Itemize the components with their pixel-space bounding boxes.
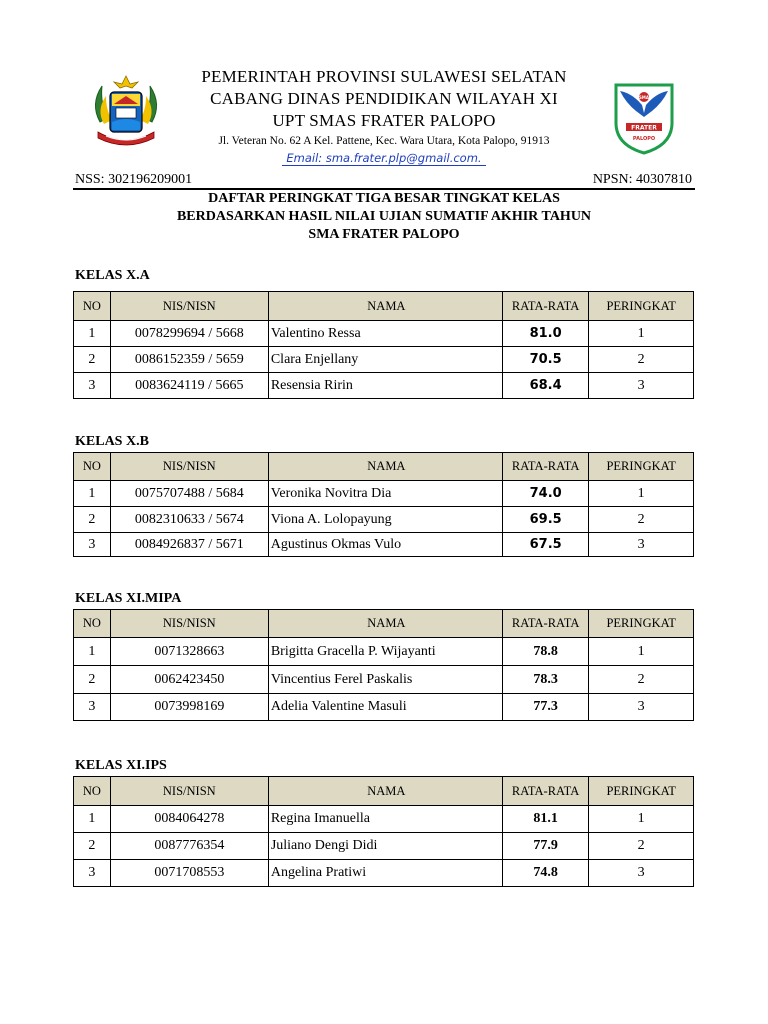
cell-rata: 68.4: [502, 373, 588, 399]
cell-rata: 81.0: [502, 321, 588, 347]
cell-rata: 77.9: [502, 833, 588, 860]
cell-no: 1: [74, 321, 111, 347]
cell-nama: Veronika Novitra Dia: [268, 481, 502, 507]
table-row: [74, 507, 694, 533]
cell-peringkat: 1: [589, 806, 694, 833]
col-header-no: NO: [74, 777, 111, 806]
cell-nis: 0086152359 / 5659: [110, 347, 268, 373]
cell-nis: 0071328663: [110, 638, 268, 666]
header-line-1: PEMERINTAH PROVINSI SULAWESI SELATAN: [201, 67, 567, 86]
cell-no: 2: [74, 507, 111, 533]
cell-nis: 0082310633 / 5674: [110, 507, 268, 533]
col-header-nama: NAMA: [268, 453, 502, 481]
cell-no: 1: [74, 638, 111, 666]
table-row: [74, 481, 694, 507]
cell-peringkat: 1: [589, 321, 694, 347]
email-link[interactable]: Email: sma.frater.plp@gmail.com.: [282, 151, 485, 166]
col-header-nis: NIS/NISN: [110, 292, 268, 321]
cell-rata: 69.5: [502, 507, 588, 533]
col-header-peringkat: PERINGKAT: [589, 292, 694, 321]
cell-nis: 0084064278: [110, 806, 268, 833]
col-header-nama: NAMA: [268, 777, 502, 806]
cell-nama: Brigitta Gracella P. Wijayanti: [268, 638, 502, 666]
cell-peringkat: 3: [589, 533, 694, 557]
provincial-emblem-logo: [86, 74, 166, 150]
col-header-peringkat: PERINGKAT: [589, 610, 694, 638]
class-label-xb: KELAS X.B: [75, 434, 149, 449]
table-row: [74, 533, 694, 557]
table-row: [74, 347, 694, 373]
cell-nis: 0084926837 / 5671: [110, 533, 268, 557]
class-label-xi-mipa: KELAS XI.MIPA: [75, 591, 182, 606]
cell-nama: Juliano Dengi Didi: [268, 833, 502, 860]
ranking-table-xb: [73, 452, 694, 557]
cell-rata: 67.5: [502, 533, 588, 557]
cell-nama: Agustinus Okmas Vulo: [268, 533, 502, 557]
cell-rata: 78.3: [502, 666, 588, 694]
header-email[interactable]: [170, 151, 598, 165]
cell-no: 3: [74, 694, 111, 721]
header-divider: [73, 188, 695, 190]
cell-nama: Regina Imanuella: [268, 806, 502, 833]
table-row: [74, 373, 694, 399]
cell-nama: Viona A. Lolopayung: [268, 507, 502, 533]
document-title-2: BERDASARKAN HASIL NILAI UJIAN SUMATIF AKHIR TAHUN: [176, 209, 592, 224]
cell-peringkat: 3: [589, 694, 694, 721]
cell-peringkat: 2: [589, 347, 694, 373]
col-header-peringkat: PERINGKAT: [589, 453, 694, 481]
cell-nis: 0075707488 / 5684: [110, 481, 268, 507]
cell-rata: 81.1: [502, 806, 588, 833]
cell-nis: 0073998169: [110, 694, 268, 721]
ranking-table-xi-mipa: [73, 609, 694, 721]
cell-nis: 0083624119 / 5665: [110, 373, 268, 399]
col-header-rata: RATA-RATA: [502, 610, 588, 638]
cell-rata: 78.8: [502, 638, 588, 666]
table-row: [74, 321, 694, 347]
col-header-nama: NAMA: [268, 610, 502, 638]
logo-text-mid: FRATER: [631, 124, 657, 132]
class-label-xi-ips: KELAS XI.IPS: [75, 758, 167, 773]
header-address: Jl. Veteran No. 62 A Kel. Pattene, Kec. Wara Utara, Kota Palopo, 91913: [218, 135, 550, 147]
cell-no: 3: [74, 860, 111, 887]
school-emblem-logo: [612, 83, 676, 155]
cell-peringkat: 1: [589, 481, 694, 507]
nss-number: NSS: 302196209001: [75, 172, 193, 187]
ranking-table-xa: [73, 291, 694, 399]
document-title-3: SMA FRATER PALOPO: [308, 227, 460, 242]
cell-nama: Clara Enjellany: [268, 347, 502, 373]
table-row: [74, 638, 694, 666]
col-header-no: NO: [74, 453, 111, 481]
col-header-nis: NIS/NISN: [110, 610, 268, 638]
cell-peringkat: 2: [589, 666, 694, 694]
cell-no: 3: [74, 373, 111, 399]
col-header-peringkat: PERINGKAT: [589, 777, 694, 806]
col-header-no: NO: [74, 292, 111, 321]
logo-text-bot: PALOPO: [632, 136, 656, 142]
cell-rata: 77.3: [502, 694, 588, 721]
cell-no: 2: [74, 833, 111, 860]
cell-peringkat: 3: [589, 373, 694, 399]
col-header-nis: NIS/NISN: [110, 453, 268, 481]
cell-nis: 0078299694 / 5668: [110, 321, 268, 347]
cell-rata: 74.8: [502, 860, 588, 887]
cell-rata: 70.5: [502, 347, 588, 373]
header-line-2: CABANG DINAS PENDIDIKAN WILAYAH XI: [210, 89, 558, 108]
col-header-rata: RATA-RATA: [502, 292, 588, 321]
cell-nama: Resensia Ririn: [268, 373, 502, 399]
col-header-no: NO: [74, 610, 111, 638]
table-row: [74, 694, 694, 721]
header-line-3: UPT SMAS FRATER PALOPO: [272, 111, 496, 130]
col-header-nama: NAMA: [268, 292, 502, 321]
cell-nis: 0087776354: [110, 833, 268, 860]
table-row: [74, 833, 694, 860]
cell-nama: Angelina Pratiwi: [268, 860, 502, 887]
cell-nama: Vincentius Ferel Paskalis: [268, 666, 502, 694]
class-label-xa: KELAS X.A: [75, 268, 150, 283]
cell-peringkat: 1: [589, 638, 694, 666]
table-row: [74, 666, 694, 694]
cell-rata: 74.0: [502, 481, 588, 507]
cell-peringkat: 2: [589, 507, 694, 533]
col-header-rata: RATA-RATA: [502, 453, 588, 481]
document-title-1: DAFTAR PERINGKAT TIGA BESAR TINGKAT KELAS: [208, 191, 560, 206]
col-header-nis: NIS/NISN: [110, 777, 268, 806]
cell-no: 1: [74, 481, 111, 507]
npsn-number: NPSN: 40307810: [592, 172, 692, 187]
table-row: [74, 860, 694, 887]
table-row: [74, 806, 694, 833]
cell-nis: 0062423450: [110, 666, 268, 694]
cell-peringkat: 2: [589, 833, 694, 860]
col-header-rata: RATA-RATA: [502, 777, 588, 806]
ranking-table-xi-ips: [73, 776, 694, 887]
logo-text-top: SMA: [639, 95, 649, 100]
cell-no: 3: [74, 533, 111, 557]
cell-no: 2: [74, 666, 111, 694]
cell-no: 1: [74, 806, 111, 833]
cell-peringkat: 3: [589, 860, 694, 887]
cell-nama: Adelia Valentine Masuli: [268, 694, 502, 721]
cell-no: 2: [74, 347, 111, 373]
cell-nama: Valentino Ressa: [268, 321, 502, 347]
cell-nis: 0071708553: [110, 860, 268, 887]
